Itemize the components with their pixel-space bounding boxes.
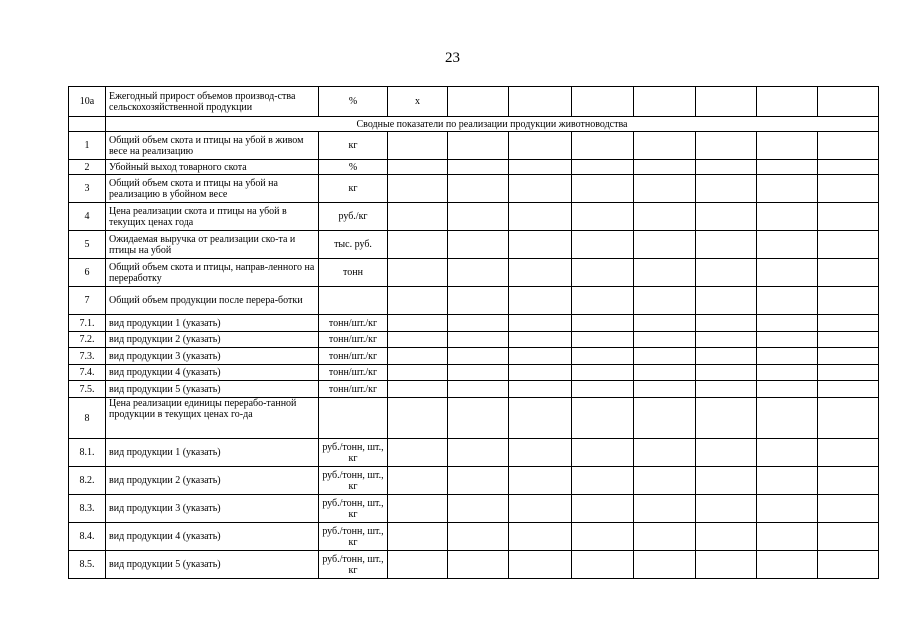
value-cell [634,87,696,117]
value-cell [696,439,757,467]
value-cell [572,87,634,117]
value-cell [818,203,879,231]
value-cell [448,231,509,259]
unit-cell: руб./тонн, шт., кг [319,467,388,495]
value-cell [634,495,696,523]
table-row [69,551,879,579]
value-cell [634,132,696,160]
value-cell [818,381,879,398]
row-number [69,117,106,132]
value-cell [388,259,448,287]
value-cell [696,287,757,315]
table-row [69,203,879,231]
value-cell [757,467,818,495]
value-cell [572,160,634,175]
value-cell [818,287,879,315]
value-cell [448,332,509,348]
value-cell [448,551,509,579]
table-row [69,175,879,203]
value-cell [818,398,879,439]
table-row [69,160,879,175]
table-row [69,439,879,467]
value-cell [634,175,696,203]
value-cell [757,315,818,332]
table-row [69,495,879,523]
indicator-cell: вид продукции 5 (указать) [106,551,319,579]
unit-cell: кг [319,175,388,203]
value-cell [634,259,696,287]
value-cell [572,132,634,160]
value-cell [757,381,818,398]
unit-cell: тонн/шт./кг [319,365,388,381]
value-cell [696,495,757,523]
indicator-cell: вид продукции 4 (указать) [106,365,319,381]
unit-cell: кг [319,132,388,160]
row-number: 4 [69,203,106,231]
value-cell [509,287,572,315]
row-number: 8.3. [69,495,106,523]
unit-cell: % [319,160,388,175]
value-cell [388,439,448,467]
value-cell [572,365,634,381]
value-cell [634,287,696,315]
row-number: 5 [69,231,106,259]
indicator-cell: вид продукции 3 (указать) [106,348,319,365]
value-cell [757,523,818,551]
value-cell [448,203,509,231]
value-cell [509,315,572,332]
value-cell [818,231,879,259]
value-cell [696,332,757,348]
value-cell [696,523,757,551]
value-cell [572,495,634,523]
value-cell [634,523,696,551]
value-cell [572,439,634,467]
indicator-cell: Цена реализации скота и птицы на убой в текущих ценах года [106,203,319,231]
value-cell [696,231,757,259]
value-cell [388,398,448,439]
value-cell [572,203,634,231]
value-cell [818,87,879,117]
indicator-cell: Ожидаемая выручка от реализации ско-та и птицы на убой [106,231,319,259]
value-cell [448,523,509,551]
value-cell [818,160,879,175]
unit-cell: тонн [319,259,388,287]
value-cell [757,132,818,160]
value-cell [509,495,572,523]
value-cell [634,381,696,398]
table-row [69,231,879,259]
unit-cell: руб./тонн, шт., кг [319,523,388,551]
unit-cell: тонн/шт./кг [319,381,388,398]
value-cell [696,87,757,117]
unit-cell: % [319,87,388,117]
value-cell [388,231,448,259]
value-cell [696,160,757,175]
table-row [69,315,879,332]
unit-cell: руб./тонн, шт., кг [319,551,388,579]
value-cell [634,315,696,332]
value-cell [818,439,879,467]
row-number: 8.5. [69,551,106,579]
value-cell [757,231,818,259]
value-cell [388,160,448,175]
value-cell [818,495,879,523]
value-cell [634,439,696,467]
value-cell [572,398,634,439]
value-cell [448,315,509,332]
value-cell [388,467,448,495]
value-cell [388,523,448,551]
unit-cell [319,398,388,439]
table-row [69,132,879,160]
value-cell [509,259,572,287]
table-row [69,523,879,551]
value-cell [696,259,757,287]
value-cell [818,315,879,332]
unit-cell: руб./кг [319,203,388,231]
value-cell [818,348,879,365]
value-cell [509,523,572,551]
value-cell [757,175,818,203]
value-cell [818,332,879,348]
row-number: 2 [69,160,106,175]
row-number: 8 [69,398,106,439]
row-number: 10а [69,87,106,117]
value-cell [757,551,818,579]
value-cell [388,175,448,203]
value-cell [448,160,509,175]
value-cell [448,381,509,398]
table-body [69,87,879,579]
table-row [69,287,879,315]
value-cell [634,231,696,259]
unit-cell: руб./тонн, шт., кг [319,439,388,467]
section-header-row [69,117,879,132]
value-cell [634,332,696,348]
value-cell [448,495,509,523]
value-cell [572,551,634,579]
value-cell [448,87,509,117]
indicator-cell: вид продукции 4 (указать) [106,523,319,551]
value-cell [572,231,634,259]
page-number: 23 [445,50,460,66]
indicator-cell: вид продукции 5 (указать) [106,381,319,398]
value-cell [572,381,634,398]
value-cell [757,365,818,381]
value-cell [757,348,818,365]
row-number: 8.2. [69,467,106,495]
value-cell [572,175,634,203]
value-cell [696,315,757,332]
value-cell [818,365,879,381]
value-cell [448,287,509,315]
table-row [69,332,879,348]
indicator-cell: вид продукции 2 (указать) [106,332,319,348]
value-cell [509,332,572,348]
value-cell [696,132,757,160]
value-cell [448,132,509,160]
value-cell [509,467,572,495]
value-cell [757,439,818,467]
value-cell [634,467,696,495]
value-cell [634,551,696,579]
value-cell [388,551,448,579]
value-cell [572,315,634,332]
value-cell [448,175,509,203]
value-cell [572,332,634,348]
value-cell [509,551,572,579]
value-cell [509,231,572,259]
value-cell [757,495,818,523]
table-row [69,381,879,398]
value-cell [509,381,572,398]
value-cell [818,551,879,579]
row-number: 7.4. [69,365,106,381]
indicator-cell: Общий объем продукции после перера-ботки [106,287,319,315]
value-cell [388,203,448,231]
section-title: Сводные показатели по реализации продукции животноводства [106,117,879,132]
row-number: 6 [69,259,106,287]
value-cell [634,203,696,231]
value-cell [388,348,448,365]
value-cell [388,315,448,332]
value-cell [509,365,572,381]
value-cell [448,365,509,381]
summary-table [68,86,879,579]
row-number: 7.3. [69,348,106,365]
value-cell [818,132,879,160]
table-row [69,259,879,287]
value-cell [757,332,818,348]
value-cell: х [388,87,448,117]
table-row [69,87,879,117]
row-number: 7.2. [69,332,106,348]
row-number: 7 [69,287,106,315]
row-number: 7.5. [69,381,106,398]
value-cell [388,132,448,160]
table-row [69,348,879,365]
value-cell [448,467,509,495]
indicator-cell: Общий объем скота и птицы на убой в живом весе на реализацию [106,132,319,160]
value-cell [448,398,509,439]
table-row [69,398,879,439]
row-number: 3 [69,175,106,203]
value-cell [696,381,757,398]
value-cell [448,348,509,365]
value-cell [572,259,634,287]
value-cell [696,348,757,365]
value-cell [757,259,818,287]
value-cell [509,203,572,231]
indicator-cell: Ежегодный прирост объемов производ-ства сельскохозяйственной продукции [106,87,319,117]
row-number: 8.4. [69,523,106,551]
value-cell [388,381,448,398]
value-cell [509,160,572,175]
indicator-cell: Цена реализации единицы перерабо-танной продукции в текущих ценах го-да [106,398,319,439]
indicator-cell: вид продукции 2 (указать) [106,467,319,495]
value-cell [696,551,757,579]
value-cell [757,398,818,439]
value-cell [696,398,757,439]
value-cell [634,160,696,175]
value-cell [509,439,572,467]
value-cell [509,87,572,117]
unit-cell: тонн/шт./кг [319,315,388,332]
row-number: 7.1. [69,315,106,332]
value-cell [572,348,634,365]
unit-cell: руб./тонн, шт., кг [319,495,388,523]
value-cell [696,365,757,381]
indicator-cell: вид продукции 1 (указать) [106,439,319,467]
value-cell [818,523,879,551]
value-cell [448,259,509,287]
indicator-cell: вид продукции 3 (указать) [106,495,319,523]
value-cell [509,175,572,203]
unit-cell: тонн/шт./кг [319,332,388,348]
value-cell [572,287,634,315]
value-cell [696,175,757,203]
value-cell [388,287,448,315]
value-cell [757,287,818,315]
value-cell [757,203,818,231]
value-cell [509,348,572,365]
value-cell [634,365,696,381]
value-cell [696,467,757,495]
unit-cell [319,287,388,315]
value-cell [388,365,448,381]
value-cell [509,132,572,160]
indicator-cell: вид продукции 1 (указать) [106,315,319,332]
value-cell [818,259,879,287]
indicator-cell: Убойный выход товарного скота [106,160,319,175]
value-cell [388,495,448,523]
table-row [69,467,879,495]
indicator-cell: Общий объем скота и птицы, направ-ленного на переработку [106,259,319,287]
value-cell [818,175,879,203]
value-cell [634,348,696,365]
value-cell [509,398,572,439]
unit-cell: тыс. руб. [319,231,388,259]
value-cell [572,467,634,495]
row-number: 8.1. [69,439,106,467]
value-cell [818,467,879,495]
value-cell [634,398,696,439]
value-cell [388,332,448,348]
table-row [69,365,879,381]
value-cell [696,203,757,231]
value-cell [448,439,509,467]
row-number: 1 [69,132,106,160]
indicator-cell: Общий объем скота и птицы на убой на реализацию в убойном весе [106,175,319,203]
value-cell [572,523,634,551]
value-cell [757,87,818,117]
value-cell [757,160,818,175]
unit-cell: тонн/шт./кг [319,348,388,365]
